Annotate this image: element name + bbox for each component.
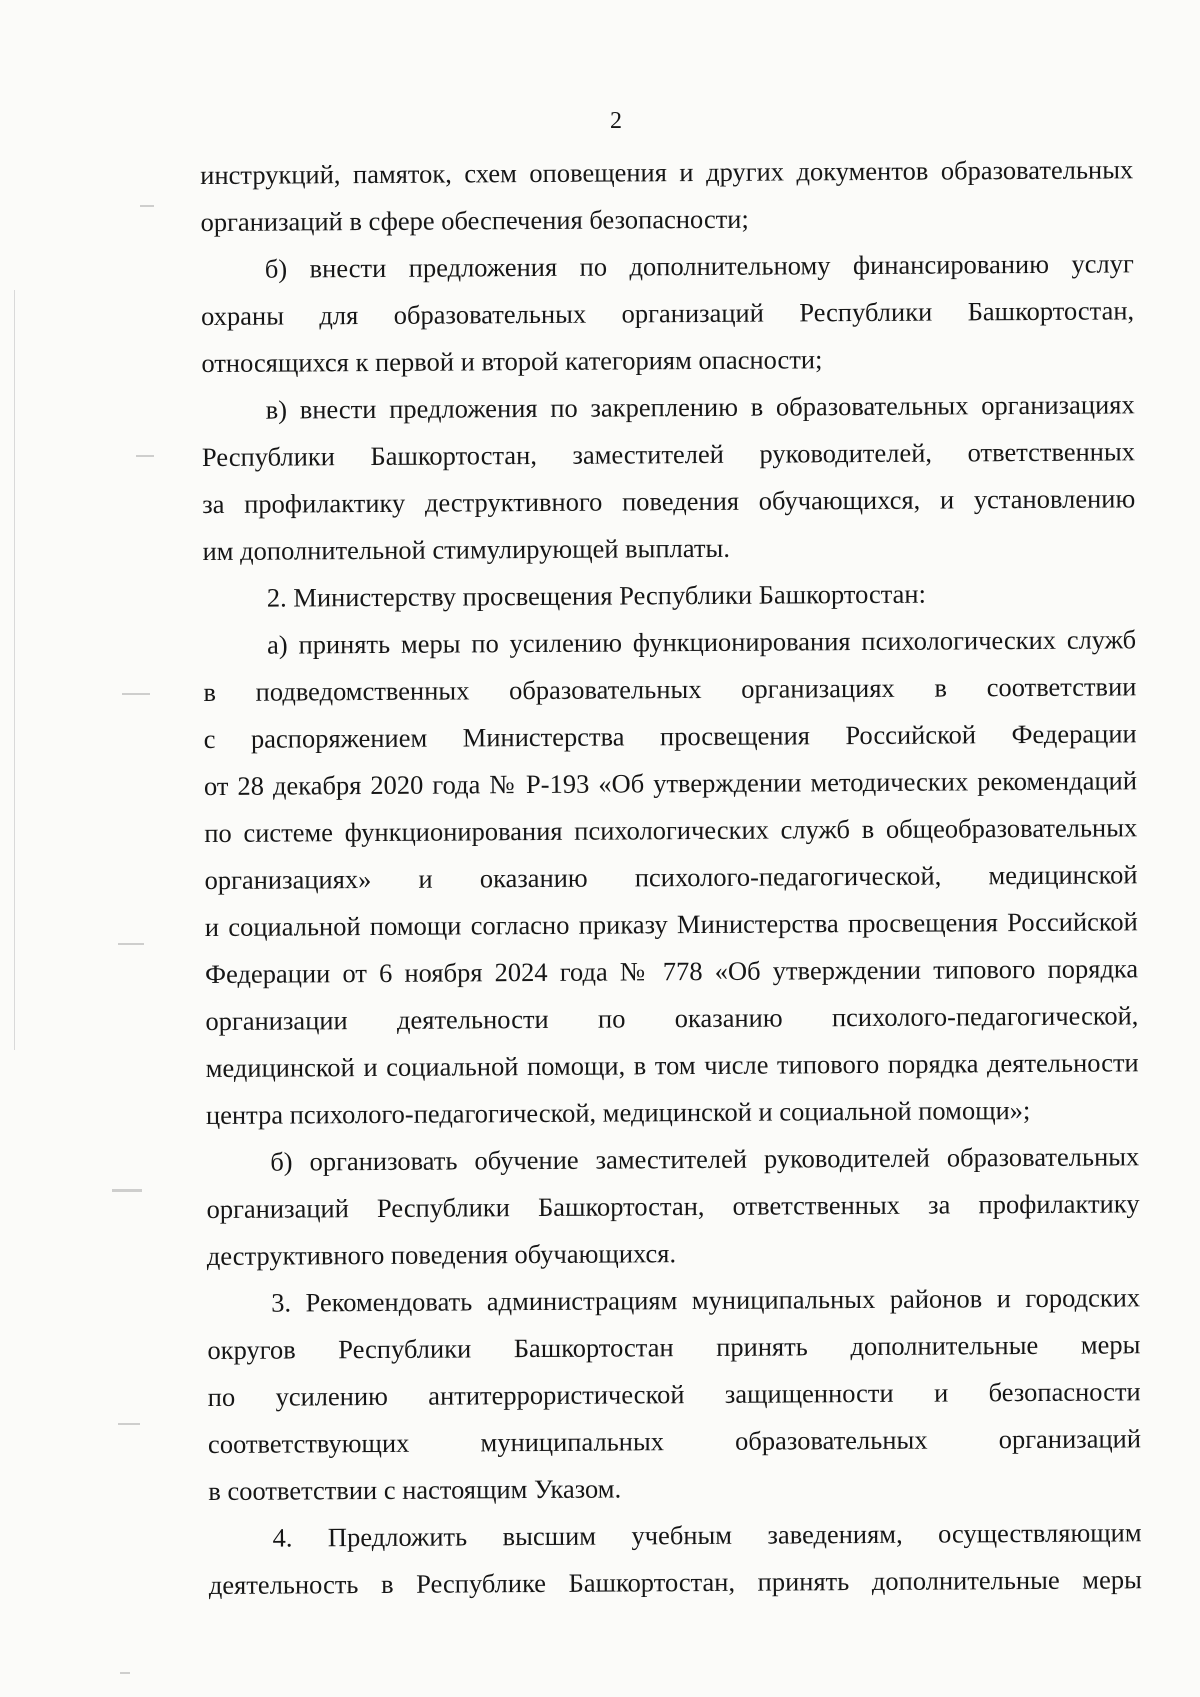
text-line: от 28 декабря 2020 года № Р-193 «Об утверждении методических рекомендаций [203, 765, 1138, 802]
scan-edge-line [14, 290, 15, 1050]
text-line: инструкций, памяток, схем оповещения и других документов образовательных [200, 154, 1134, 191]
text-line: а) принять меры по усилению функционирования психологических служб [267, 624, 1137, 660]
text-line: относящихся к первой и второй категориям опасности; [201, 344, 823, 379]
scan-artifact-mark [118, 1423, 140, 1425]
text-line: Республики Башкортостан, заместителей руководителей, ответственных [201, 436, 1136, 473]
text-line: организаций в сфере обеспечения безопасности; [200, 203, 749, 238]
text-line: соответствующих муниципальных образовательных организаций [207, 1423, 1142, 1460]
text-line: и социальной помощи согласно приказу Министерства просвещения Российской [204, 906, 1138, 943]
scan-artifact-mark [136, 455, 154, 457]
text-line: с распоряжением Министерства просвещения Российской Федерации [203, 718, 1137, 755]
text-line: центра психолого-педагогической, медицинской и социальной помощи»; [205, 1094, 1031, 1131]
text-line: в) внести предложения по закреплению в образовательных организациях [265, 389, 1135, 425]
scan-artifact-mark [140, 205, 154, 207]
text-line: деятельность в Республике Башкортостан, принять дополнительные меры [208, 1564, 1142, 1601]
scan-artifact-mark [118, 943, 144, 945]
text-line: им дополнительной стимулирующей выплаты. [202, 532, 731, 567]
text-line: в соответствии с настоящим Указом. [208, 1473, 622, 1507]
text-line: б) организовать обучение заместителей руководителей образовательных [270, 1141, 1140, 1177]
text-line: охраны для образовательных организаций Республики Башкортостан, [201, 295, 1135, 332]
text-line: 4. Предложить высшим учебным заведениям, осуществляющим [272, 1517, 1142, 1553]
text-line: по усилению антитеррористической защищенности и безопасности [207, 1376, 1141, 1413]
text-line: 3. Рекомендовать администрациям муниципальных районов и городских [271, 1282, 1141, 1318]
text-line: медицинской и социальной помощи, в том числе типового порядка деятельности [205, 1047, 1139, 1084]
text-line: Федерации от 6 ноября 2024 года № 778 «Об утверждении типового порядка [205, 953, 1139, 990]
text-line: деструктивного поведения обучающихся. [206, 1238, 677, 1272]
scan-artifact-mark [112, 1189, 142, 1192]
page-number: 2 [610, 108, 622, 134]
text-line: за профилактику деструктивного поведения обучающихся, и установлению [202, 483, 1136, 520]
text-line: организации деятельности по оказанию психолого-педагогической, [205, 1000, 1139, 1037]
document-body [0, 149, 1195, 1601]
text-line: в подведомственных образовательных организациях в соответствии [203, 671, 1137, 708]
text-line: б) внести предложения по дополнительному финансированию услуг [264, 248, 1134, 284]
text-line: 2. Министерству просвещения Республики Башкортостан: [266, 578, 927, 613]
text-line: по системе функционирования психологических служб в общеобразовательных [204, 812, 1138, 849]
scan-artifact-mark [122, 693, 150, 695]
text-line: организациях» и оказанию психолого-педагогической, медицинской [204, 859, 1138, 896]
text-line: организаций Республики Башкортостан, ответственных за профилактику [206, 1188, 1140, 1225]
text-line: округов Республики Башкортостан принять дополнительные меры [207, 1329, 1141, 1366]
scan-artifact-mark [120, 1672, 130, 1674]
